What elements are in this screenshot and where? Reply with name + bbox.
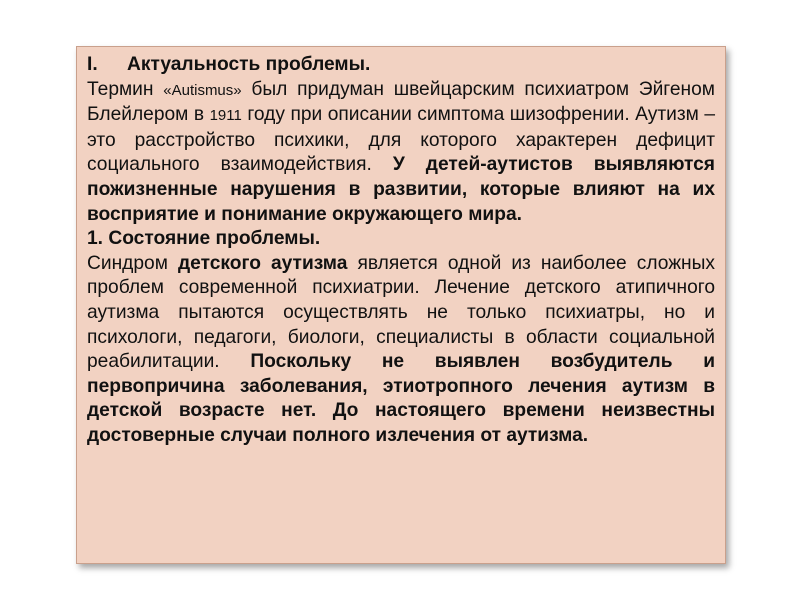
section-heading-1-number: I. <box>87 54 98 75</box>
paragraph-1-bold: У детей-аутистов выявляются пожизненные нарушения в развитии, которые влияют на их восприятие и понимание окружающего мира. <box>87 154 715 225</box>
paragraph-2-bold-term: детского аутизма <box>177 252 348 274</box>
section-heading-1-text: Актуальность проблемы. <box>127 54 371 75</box>
paragraph-1-year: 1911 <box>209 107 242 125</box>
paragraph-2-bold: Поскольку не выявлен возбудитель и первопричина заболевания, этиотропного лечения аутизм в детской возрасте нет. До настоящего времени неизвестны достоверные случаи полного излечения от аутизма. <box>87 351 715 446</box>
paragraph-2 <box>87 252 715 449</box>
text-card <box>76 46 726 564</box>
paragraph-2-text-b: является одной из наиболее сложных проблем современной психиатрии. Лечение детского атипичного аутизма пытаются осуществлять не только психиатры, но и психологи, педагоги, биологи, специалисты в области социальной реабилитации. <box>87 252 716 373</box>
paragraph-1-text-a: Термин <box>87 78 164 100</box>
paragraph-1-text-c: году при описании симптома шизофрении. Аутизм – это расстройство психики, для которого характерен дефицит социального взаимодействия. <box>87 104 715 176</box>
paragraph-2-text-a: Синдром <box>87 252 178 274</box>
paragraph-1-term: «Autismus» <box>163 81 242 99</box>
section-heading-1 <box>87 53 715 78</box>
paragraph-1 <box>87 78 715 228</box>
paragraph-1-text-b: был придуман швейцарским психиатром Эйгеном Блейлером в <box>87 78 715 126</box>
section-heading-2: 1. Состояние проблемы. <box>87 228 321 250</box>
